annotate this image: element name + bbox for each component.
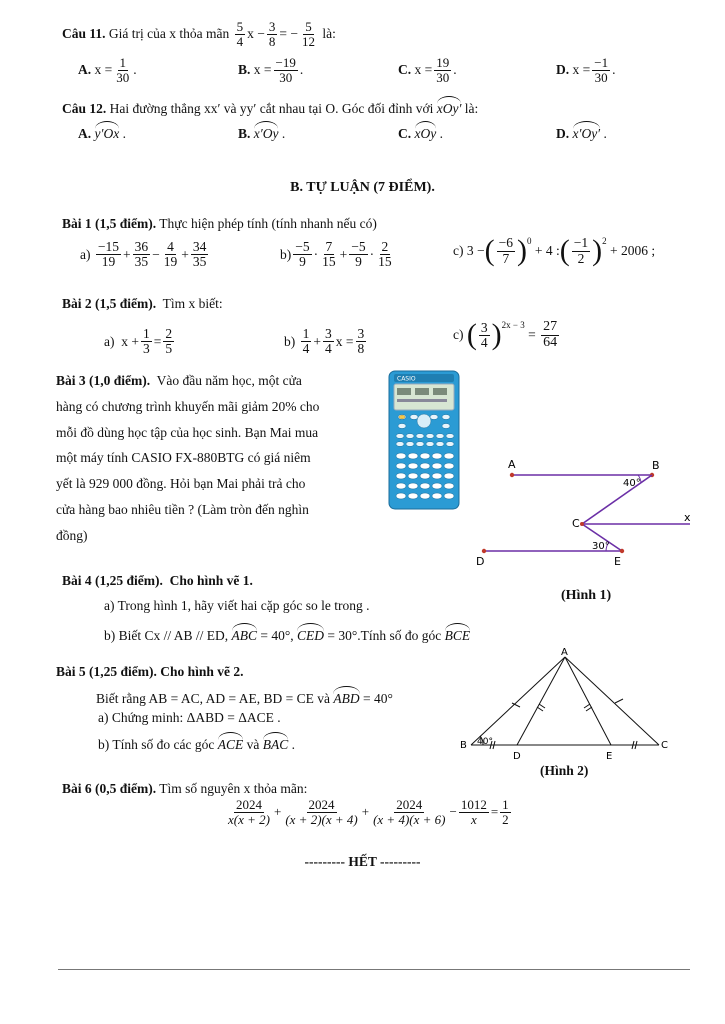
q11-eq-sign: = − [279, 26, 298, 42]
q11-frac-c: $\frac{5}{12}$ [301, 19, 315, 49]
bai2-stem [62, 296, 223, 312]
bai1-c: c) 3 − ( $\frac{-6}{7}$ ) $^0$ + 4 : ( $\frac{-1}{2}$ ) $^2$ + 2006 ; [453, 234, 656, 267]
fig1-angle-e: 30° [592, 541, 610, 552]
bai2-b: b) $\frac{1}{4}$ + $\frac{3}{4}$ x = $\frac{3}{8}$ [284, 326, 365, 357]
bai4-a: a) Trong hình 1, hãy viết hai cặp góc so le trong . [104, 598, 370, 613]
q12-text-after: là: [464, 101, 479, 116]
q12-option-a[interactable]: A. y′Ox . [78, 123, 126, 142]
bai5-b: b) Tính số đo các góc ACE và BAC . [98, 734, 295, 753]
q11-option-a[interactable]: A. x = $\frac{1}{30}$ . [78, 55, 137, 85]
bai2-c: c) ( $\frac{3}{4}$ ) $^{2x - 3}$ = $\frac{27}{64}$ [453, 318, 558, 352]
bai5-text: Cho hình vẽ 2. [160, 664, 244, 679]
bai1-b: b) $\frac{-5}{9}$ · $\frac{7}{15}$ + $\frac{-5}{9}$ · $\frac{2}{15}$ [280, 239, 392, 270]
fig1-label-e: E [614, 555, 621, 568]
fig2-angle: 40° [477, 737, 493, 747]
bai4-text: Cho hình vẽ 1. [169, 573, 253, 588]
bai6-stem [62, 781, 307, 797]
bai1-stem [62, 216, 377, 232]
q11-text: Giá trị của x thỏa mãn [108, 26, 230, 42]
bai2-text: Tìm x biết: [162, 296, 223, 311]
bai3-label: Bài 3 (1,0 điểm). [56, 373, 151, 388]
calculator-icon [388, 370, 460, 510]
segment-cb [582, 475, 652, 524]
bai4-stem [62, 573, 253, 589]
q11-eq-mid: x − [247, 26, 265, 42]
bai1-label: Bài 1 (1,5 điểm). [62, 216, 157, 231]
q12-text: Hai đường thẳng xx′ và yy′ cắt nhau tại O. Góc đối đỉnh với [109, 101, 434, 116]
q12-label: Câu 12. [62, 101, 107, 116]
fig2-label-e: E [606, 751, 613, 762]
bai1-a: a) $\frac{-15}{19}$ + $\frac{36}{35}$ − $\frac{4}{19}$ + $\frac{34}{35}$ [80, 239, 207, 270]
bai4-label: Bài 4 (1,25 điểm). [62, 573, 163, 588]
figure-2 [455, 645, 675, 765]
svg-text:CASIO: CASIO [397, 375, 416, 383]
figure-1 [470, 455, 700, 575]
bai5-a: a) Chứng minh: ΔABD = ΔACE . [98, 710, 281, 725]
bai1-text: Thực hiện phép tính (tính nhanh nếu có) [159, 216, 377, 231]
q11-label: Câu 11. [62, 26, 106, 42]
figure-2-caption: (Hình 2) [540, 763, 589, 778]
q11-text-after: là: [322, 26, 336, 42]
fig1-label-d: D [476, 555, 485, 568]
fig2-label-d: D [513, 751, 521, 762]
bai5-label: Bài 5 (1,25 điểm). [56, 664, 157, 679]
q12-option-c[interactable]: C. xOy . [398, 123, 443, 142]
q11-option-b[interactable]: B. x = $\frac{-19}{30}$ . [238, 55, 304, 85]
q12-stem [62, 98, 478, 117]
q12-option-b[interactable]: B. x′Oy . [238, 123, 285, 142]
bai3-text-block: Bài 3 (1,0 điểm). Vào đầu năm học, một cửa hàng có chương trình khuyến mãi giảm 20% cho mỗi đồ dùng học tập của học sinh. Bạn Mai mua một máy tính CASIO FX-880BTG có giá niêm yết là 929 000 đồng. Hỏi bạn Mai phải trả cho cửa hàng bao nhiêu tiền ? (Làm tròn đến nghìn đồng) [56, 373, 320, 543]
end-marker: --------- HẾT --------- [304, 854, 421, 869]
bai2-label: Bài 2 (1,5 điểm). [62, 296, 157, 311]
q12-angle: xOy′ [437, 98, 462, 117]
fig2-label-c: C [661, 740, 668, 751]
q11-frac-b: $\frac{3}{8}$ [268, 19, 276, 49]
fig2-label-b: B [460, 740, 467, 751]
bai4-b: b) Biết Cx // AB // ED, ABC = 40°, CED = 30°.Tính số đo góc BCE [104, 625, 470, 644]
fig1-label-x: x [684, 511, 691, 524]
bai6-equation: $\frac{2024}{x(x + 2)}$ + $\frac{2024}{(x + 2)(x + 4)}$ + $\frac{2024}{(x + 4)(x + 6)}$ − $\frac{1012}{x}$ = $\frac{1}{2}$ [228, 797, 509, 827]
q11-option-c[interactable]: C. x = $\frac{19}{30}$ . [398, 55, 457, 85]
section-b-heading: B. TỰ LUẬN (7 ĐIỂM). [290, 180, 435, 195]
bai5-given: Biết rằng AB = AC, AD = AE, BD = CE và ABD = 40° [96, 688, 393, 707]
bai6-text: Tìm số nguyên x thỏa mãn: [159, 781, 308, 796]
q12-option-d[interactable]: D. x′Oy′ . [556, 123, 607, 142]
calculator-picture [388, 370, 460, 510]
footer-divider [58, 969, 690, 970]
fig1-label-a: A [508, 458, 516, 471]
figure-1-caption: (Hình 1) [561, 588, 612, 603]
fig2-label-a: A [561, 647, 568, 658]
bai5-stem [56, 664, 244, 680]
q11-frac-a: $\frac{5}{4}$ [236, 19, 244, 49]
q11-option-d[interactable]: D. x = $\frac{-1}{30}$ . [556, 55, 616, 85]
q11-stem [62, 20, 336, 48]
fig1-angle-b: 40° [623, 478, 641, 489]
fig1-label-b: B [652, 459, 660, 472]
fig1-label-c: C [572, 517, 580, 530]
bai6-label: Bài 6 (0,5 điểm). [62, 781, 157, 796]
bai2-a: a) x + $\frac{1}{3}$ = $\frac{2}{5}$ [104, 326, 173, 357]
